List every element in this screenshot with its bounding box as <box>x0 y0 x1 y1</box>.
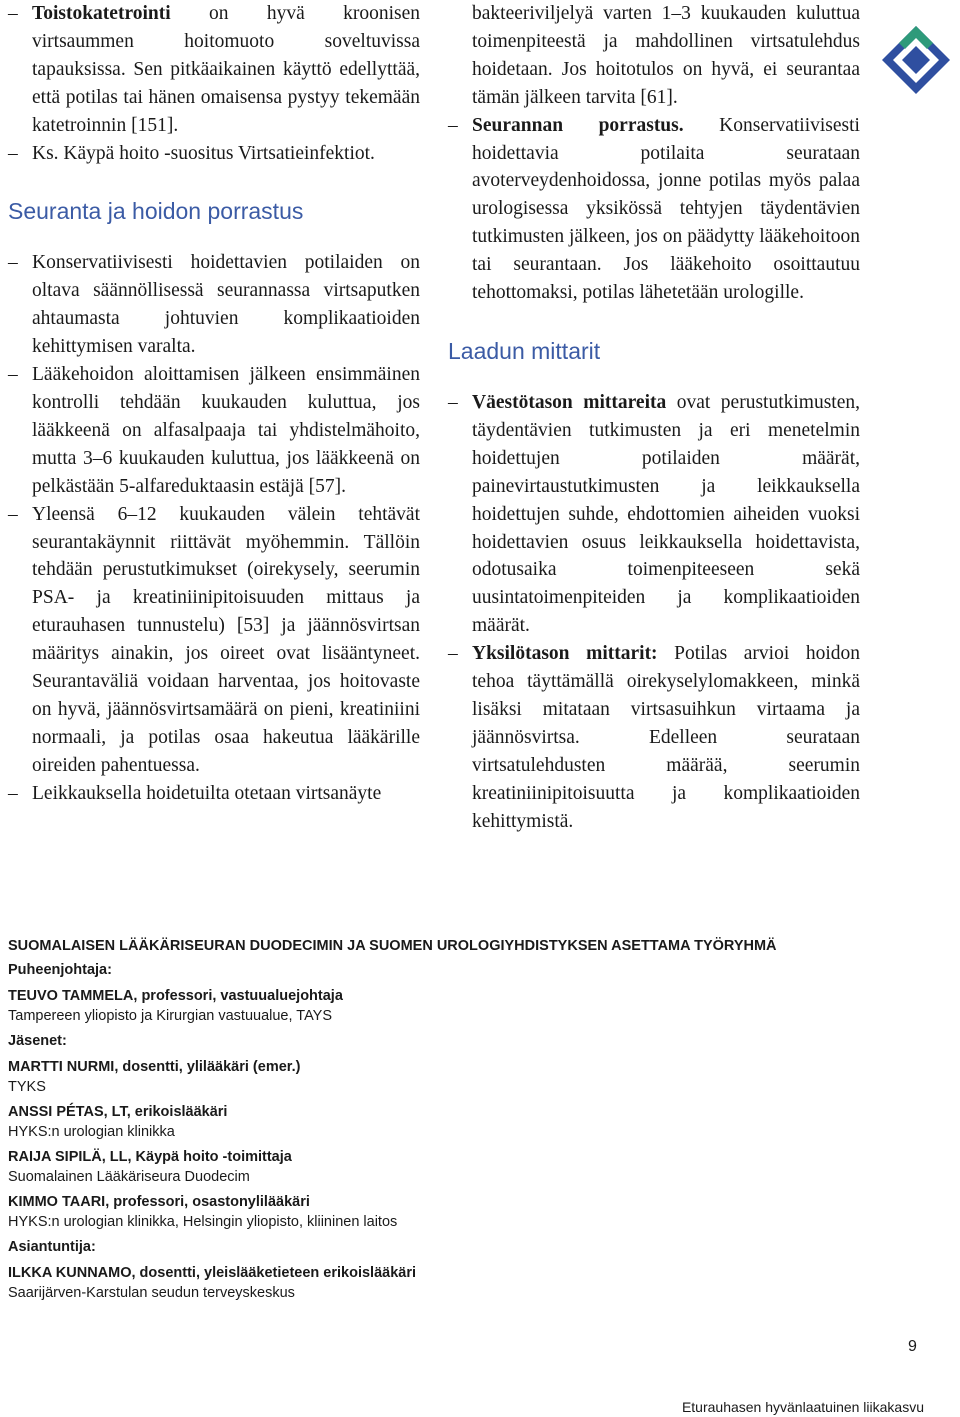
continued-paragraph: bakteeriviljelyä varten 1–3 kuukauden kuluttua toimenpiteestä ja mahdollinen virtsatulehdus hoidetaan. Jos hoitotulos on hyvä, ei seurantaa tämän jälkeen tarvita [61]. <box>472 3 860 108</box>
member-affiliation: Suomalainen Lääkäriseura Duodecim <box>8 1169 250 1185</box>
page-number: 9 <box>908 1338 917 1355</box>
member-affiliation: HYKS:n urologian klinikka, Helsingin yliopisto, kliininen laitos <box>8 1214 398 1230</box>
chair-label: Puheenjohtaja: <box>8 962 112 978</box>
bullet-reference <box>8 140 420 168</box>
bullet-toistokatetrointi <box>8 0 420 140</box>
section-heading-laadun-mittarit: Laadun mittarit <box>448 337 601 364</box>
bullet-text: ovat perustutkimusten, täydentävien tutkimusten ja eri menetelmin hoidettujen potilaiden määrät, painevirtaustutkimusten ja leikkauksella hoidettujen suhde, ehdottomien aiheiden vuoksi hoidettavien osuus leikkauksella hoidettavista, odotusaika toimenpiteeseen sekä uusintatoimenpiteiden ja komplikaatioiden määrät. <box>472 391 860 637</box>
member-name: KIMMO TAARI, professori, osastonylilääkäri <box>8 1194 310 1210</box>
member-affiliation: TYKS <box>8 1079 46 1095</box>
left-column <box>8 0 420 808</box>
bullet-bold-term: Yksilötason mittarit: <box>472 643 658 665</box>
bullet-seuranta-2: – Lääkehoidon aloittamisen jälkeen ensimmäinen kontrolli tehdään kuukauden kuluttua, jos lääkkeenä on alfasalpaaja tai yhdistelmähoito, mutta 3–6 kuukauden kuluttua, jos lääkkeenä on pelkästään 5-alfareduktaasin estäjä [57]. <box>8 361 420 501</box>
right-column <box>448 0 860 835</box>
member-name: ANSSI PÉTAS, LT, erikoislääkäri <box>8 1104 228 1120</box>
workgroup-section <box>8 936 808 1308</box>
expert-label: Asiantuntija: <box>8 1239 96 1255</box>
member-affiliation: Saarijärven-Karstulan seudun terveyskeskus <box>8 1285 295 1301</box>
bullet-bold-term: Toistokatetrointi <box>32 3 171 24</box>
member-name: MARTTI NURMI, dosentti, ylilääkäri (emer.) <box>8 1059 301 1075</box>
bullet-bold-term: Väestötason mittareita <box>472 391 667 413</box>
member-name: TEUVO TAMMELA, professori, vastuualuejohtaja <box>8 988 343 1004</box>
bullet-text: on hyvä kroonisen virtsaummen hoitomuoto soveltuvissa tapauksissa. Sen pitkäaikainen käyttö edellyttää, että potilas tai hänen omaisensa pystyy tekemään katetroinnin [151]. <box>32 3 420 136</box>
bullet-seuranta-4: – Leikkauksella hoidetuilta otetaan virtsanäyte <box>8 780 420 808</box>
member-affiliation: HYKS:n urologian klinikka <box>8 1124 175 1140</box>
kaypa-hoito-logo-icon <box>880 24 952 96</box>
section-heading-seuranta: Seuranta ja hoidon porrastus <box>8 198 304 225</box>
member-name: RAIJA SIPILÄ, LL, Käypä hoito -toimittaja <box>8 1149 292 1165</box>
member-name: ILKKA KUNNAMO, dosentti, yleislääketieteen erikoislääkäri <box>8 1265 417 1281</box>
bullet-seuranta-1: – Konservatiivisesti hoidettavien potilaiden on oltava säännöllisessä seurannassa virtsaputken ahtaumasta johtuvien komplikaatioiden kehittymisen varalta. <box>8 249 420 361</box>
workgroup-title: SUOMALAISEN LÄÄKÄRISEURAN DUODECIMIN JA SUOMEN UROLOGIYHDISTYKSEN ASETTAMA TYÖRYHMÄ <box>8 938 777 954</box>
bullet-yksilotason <box>448 640 860 835</box>
bullet-seurannan-porrastus <box>448 112 860 307</box>
running-footer: Eturauhasen hyvänlaatuinen liikakasvu <box>681 1399 924 1415</box>
bullet-bold-term: Seurannan porrastus. <box>472 114 684 136</box>
member-affiliation: Tampereen yliopisto ja Kirurgian vastuualue, TAYS <box>8 1008 333 1024</box>
members-label: Jäsenet: <box>8 1033 67 1049</box>
bullet-text: Ks. Käypä hoito -suositus Virtsatieinfektiot. <box>32 142 375 164</box>
bullet-vaestotason <box>448 389 860 640</box>
bullet-seuranta-3: – Yleensä 6–12 kuukauden välein tehtävät seurantakäynnit riittävät myöhemmin. Tällöin tehdään perustutkimukset (oirekysely, seerumin PSA- ja kreatiniinipitoisuuden mittaus ja eturauhasen tunnustelu) [53] ja jäännösvirtsan määritys ainakin, jos oireet ovat lisääntyneet. Seurantaväliä voidaan harventaa, jos hoitovaste on hyvä, jäännösvirtsamäärä on pieni, kreatiniini normaali, ja potilas osaa hakeutua lääkärille oireiden pahentuessa. <box>8 501 420 780</box>
bullet-text: Potilas arvioi hoidon tehoa täyttämällä oirekyselylomakkeen, minkä lisäksi mitataan virtsasuihkun virtaama ja jäännösvirtsa. Edelleen seurataan virtsatulehdusten määrää, seerumin kreatiniinipitoisuutta ja komplikaatioiden kehittymistä. <box>472 643 860 832</box>
bullet-text: Konservatiivisesti hoidettavia potilaita seurataan avoterveydenhoidossa, jonne potilas myös palaa urologisessa yksikössä tehtyjen täydentävien tutkimusten jälkeen, jos on päädytty lääkehoitoon tai seurantaan. Jos lääkehoito osoittautuu tehottomaksi, potilas lähetetään urologille. <box>472 114 860 304</box>
